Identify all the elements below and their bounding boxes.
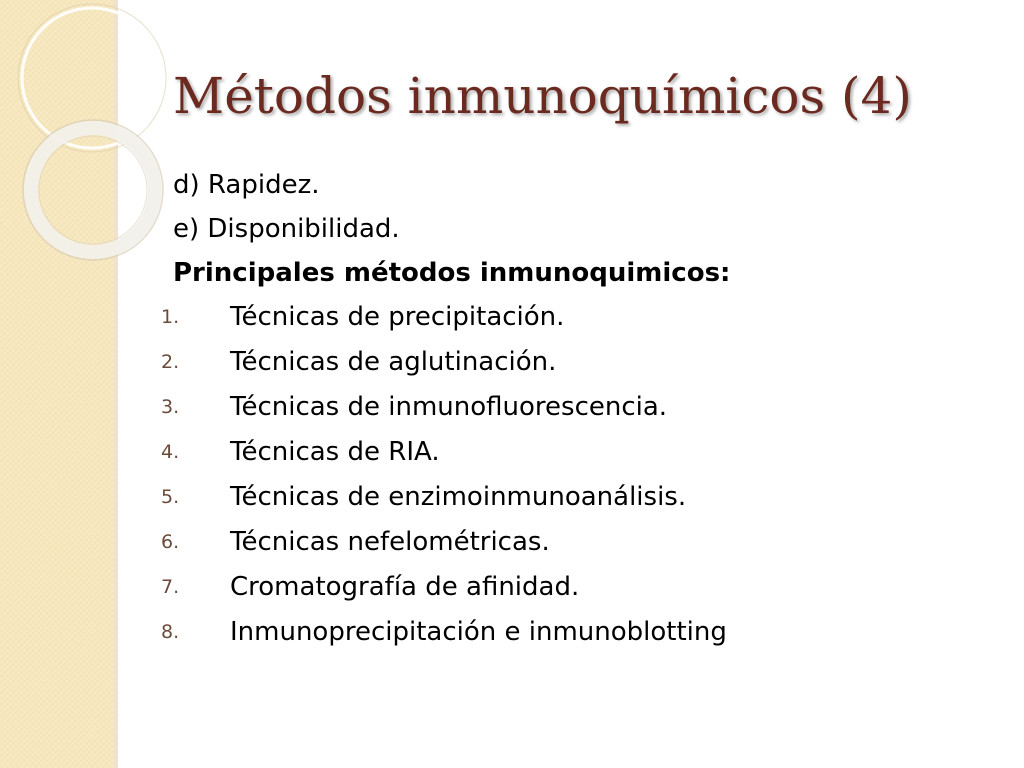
list-item <box>161 340 993 385</box>
methods-subheading: Principales métodos inmunoquimicos: <box>173 258 731 288</box>
list-item-number: 3. <box>161 396 180 418</box>
list-item-text: Técnicas de precipitación. <box>230 302 565 332</box>
list-item <box>161 475 993 520</box>
list-item-text: Técnicas nefelométricas. <box>230 527 550 557</box>
list-item <box>161 565 993 610</box>
body-line-rapidez: d) Rapidez. <box>173 170 320 200</box>
slide-title: Métodos inmunoquímicos (4) <box>173 67 912 125</box>
list-item-number: 5. <box>161 486 180 508</box>
decorative-ring-outer-shadow <box>23 120 163 260</box>
list-item <box>161 610 993 655</box>
list-item-number: 8. <box>161 621 180 643</box>
list-item-text: Técnicas de enzimoinmunoanálisis. <box>230 482 687 512</box>
list-item-number: 4. <box>161 441 180 463</box>
list-item-number: 6. <box>161 531 180 553</box>
list-item <box>161 430 993 475</box>
list-item-text: Cromatografía de afinidad. <box>230 572 580 602</box>
list-item-text: Técnicas de aglutinación. <box>230 347 557 377</box>
list-item-number: 2. <box>161 351 180 373</box>
list-item <box>161 520 993 565</box>
body-line-disponibilidad: e) Disponibilidad. <box>173 214 400 244</box>
slide-body <box>161 163 993 655</box>
methods-list <box>161 295 993 655</box>
list-item-text: Inmunoprecipitación e inmunoblotting <box>230 617 727 647</box>
list-item <box>161 295 993 340</box>
list-item-number: 7. <box>161 576 180 598</box>
list-item-number: 1. <box>161 306 180 328</box>
list-item-text: Técnicas de RIA. <box>230 437 440 467</box>
list-item <box>161 385 993 430</box>
list-item-text: Técnicas de inmunofluorescencia. <box>230 392 668 422</box>
